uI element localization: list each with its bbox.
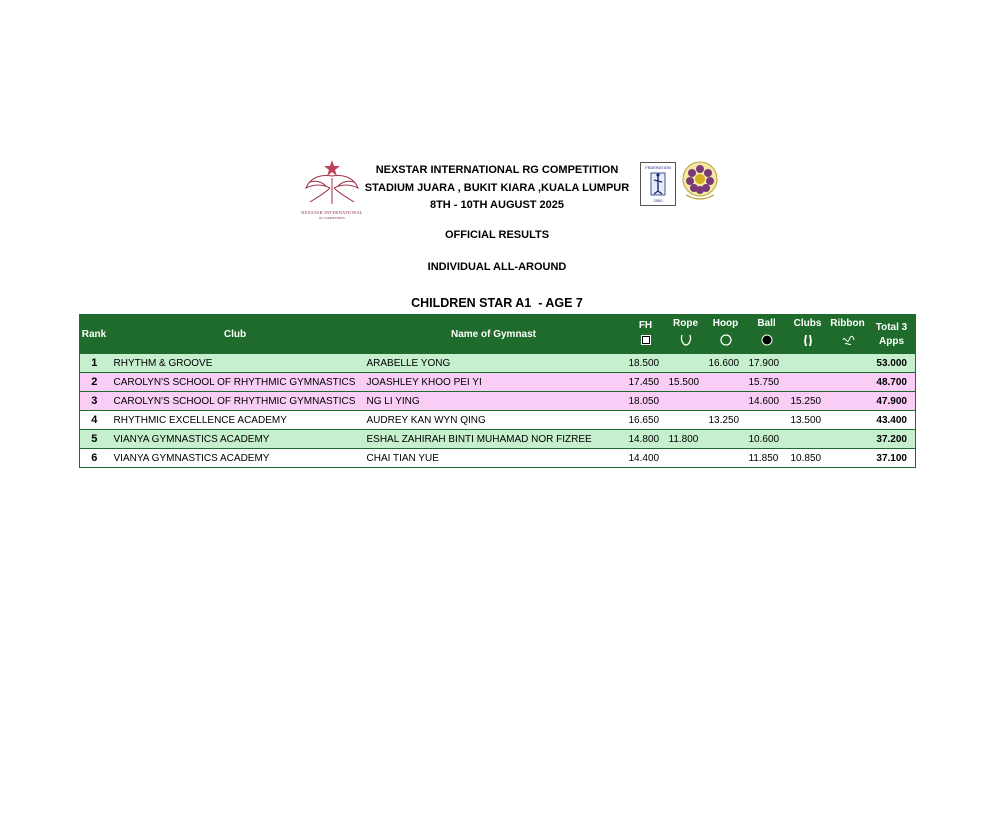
cell-hoop: [706, 392, 746, 411]
hoop-icon: [719, 333, 733, 347]
cell-club: VIANYA GYMNASTICS ACADEMY: [109, 449, 362, 468]
cell-clubs: [788, 430, 828, 449]
cell-rank: 1: [80, 354, 109, 373]
cell-gymnast: AUDREY KAN WYN QING: [362, 411, 626, 430]
dates-line: 8TH - 10TH AUGUST 2025: [429, 199, 565, 211]
col-club: Club: [109, 315, 362, 354]
official-results-label: OFFICIAL RESULTS: [444, 229, 550, 241]
cell-club: CAROLYN'S SCHOOL OF RHYTHMIC GYMNASTICS: [109, 392, 362, 411]
col-clubs-label: Clubs: [793, 318, 822, 329]
col-rank: Rank: [80, 315, 109, 354]
cell-rope: 15.500: [666, 373, 706, 392]
federation-logo: [640, 162, 676, 206]
col-hoop-label: Hoop: [712, 318, 739, 329]
cell-club: RHYTHM & GROOVE: [109, 354, 362, 373]
cell-ball: [746, 411, 788, 430]
cell-clubs: [788, 373, 828, 392]
cell-rope: [666, 411, 706, 430]
cell-rope: [666, 392, 706, 411]
cell-fh: 16.650: [626, 411, 666, 430]
category-label: CHILDREN STAR A1 - AGE 7: [411, 296, 583, 310]
col-ball-label: Ball: [757, 318, 776, 329]
competition-title: NEXSTAR INTERNATIONAL RG COMPETITION: [375, 164, 619, 176]
cell-total: 37.100: [868, 449, 916, 468]
cell-clubs: 15.250: [788, 392, 828, 411]
cell-gymnast: JOASHLEY KHOO PEI YI: [362, 373, 626, 392]
rope-icon: [679, 333, 693, 347]
cell-gymnast: ARABELLE YONG: [362, 354, 626, 373]
cell-ball: 10.600: [746, 430, 788, 449]
clubs-icon: [801, 333, 815, 347]
cell-total: 43.400: [868, 411, 916, 430]
venue-line: STADIUM JUARA , BUKIT KIARA ,KUALA LUMPUR: [364, 182, 630, 194]
cell-total: 53.000: [868, 354, 916, 373]
col-total-line2: Apps: [879, 335, 904, 347]
cell-fh: 17.450: [626, 373, 666, 392]
cell-rope: 11.800: [666, 430, 706, 449]
col-fh-label: FH: [638, 320, 653, 331]
col-total-line1: Total 3: [875, 321, 908, 333]
cell-rank: 4: [80, 411, 109, 430]
ribbon-icon: [841, 333, 855, 347]
cell-ribbon: [828, 354, 868, 373]
cell-total: 48.700: [868, 373, 916, 392]
cell-hoop: [706, 449, 746, 468]
cell-rank: 3: [80, 392, 109, 411]
table-row: [80, 411, 916, 430]
col-clubs: [788, 315, 828, 354]
table-row: [80, 373, 916, 392]
cell-club: VIANYA GYMNASTICS ACADEMY: [109, 430, 362, 449]
ball-icon: [760, 333, 774, 347]
federation-logo-top: FEDERATION: [645, 165, 671, 170]
cell-club: CAROLYN'S SCHOOL OF RHYTHMIC GYMNASTICS: [109, 373, 362, 392]
cell-gymnast: CHAI TIAN YUE: [362, 449, 626, 468]
nexstar-brand-name: NEXSTAR INTERNATIONAL: [301, 210, 363, 215]
emblem-flower-icon: [680, 159, 720, 203]
cell-ball: 11.850: [746, 449, 788, 468]
cell-ribbon: [828, 392, 868, 411]
results-header: [0, 0, 1000, 310]
cell-clubs: 13.500: [788, 411, 828, 430]
cell-rank: 6: [80, 449, 109, 468]
cell-fh: 14.400: [626, 449, 666, 468]
cell-club: RHYTHMIC EXCELLENCE ACADEMY: [109, 411, 362, 430]
event-label: INDIVIDUAL ALL-AROUND: [427, 261, 567, 273]
cell-gymnast: NG LI YING: [362, 392, 626, 411]
table-row: [80, 430, 916, 449]
cell-total: 37.200: [868, 430, 916, 449]
cell-rope: [666, 354, 706, 373]
table-row: [80, 354, 916, 373]
results-body: [80, 354, 916, 468]
free-hand-icon: [641, 335, 651, 345]
cell-clubs: [788, 354, 828, 373]
cell-gymnast: ESHAL ZAHIRAH BINTI MUHAMAD NOR FIZREE: [362, 430, 626, 449]
cell-clubs: 10.850: [788, 449, 828, 468]
col-rope-label: Rope: [673, 318, 698, 329]
results-table: [79, 314, 916, 468]
table-row: [80, 392, 916, 411]
cell-hoop: [706, 373, 746, 392]
nexstar-brand-sub: RG COMPETITION: [319, 216, 345, 220]
federation-logo-bottom: 2000: [653, 198, 663, 203]
cell-ball: 14.600: [746, 392, 788, 411]
col-rope: [666, 315, 706, 354]
col-ribbon-label: Ribbon: [830, 318, 865, 329]
cell-ball: 15.750: [746, 373, 788, 392]
cell-ribbon: [828, 373, 868, 392]
cell-hoop: [706, 430, 746, 449]
cell-ball: 17.900: [746, 354, 788, 373]
malaysia-federation-emblem: [680, 159, 720, 203]
cell-total: 47.900: [868, 392, 916, 411]
cell-fh: 14.800: [626, 430, 666, 449]
col-ribbon: [828, 315, 868, 354]
table-header-row: [80, 315, 916, 354]
cell-rope: [666, 449, 706, 468]
table-row: [80, 449, 916, 468]
col-gymnast: Name of Gymnast: [362, 315, 626, 354]
cell-ribbon: [828, 411, 868, 430]
col-ball: [746, 315, 788, 354]
cell-ribbon: [828, 449, 868, 468]
cell-rank: 5: [80, 430, 109, 449]
col-fh: [626, 315, 666, 354]
cell-hoop: 16.600: [706, 354, 746, 373]
col-total: [868, 315, 916, 354]
cell-rank: 2: [80, 373, 109, 392]
cell-hoop: 13.250: [706, 411, 746, 430]
cell-ribbon: [828, 430, 868, 449]
cell-fh: 18.050: [626, 392, 666, 411]
cell-fh: 18.500: [626, 354, 666, 373]
col-hoop: [706, 315, 746, 354]
